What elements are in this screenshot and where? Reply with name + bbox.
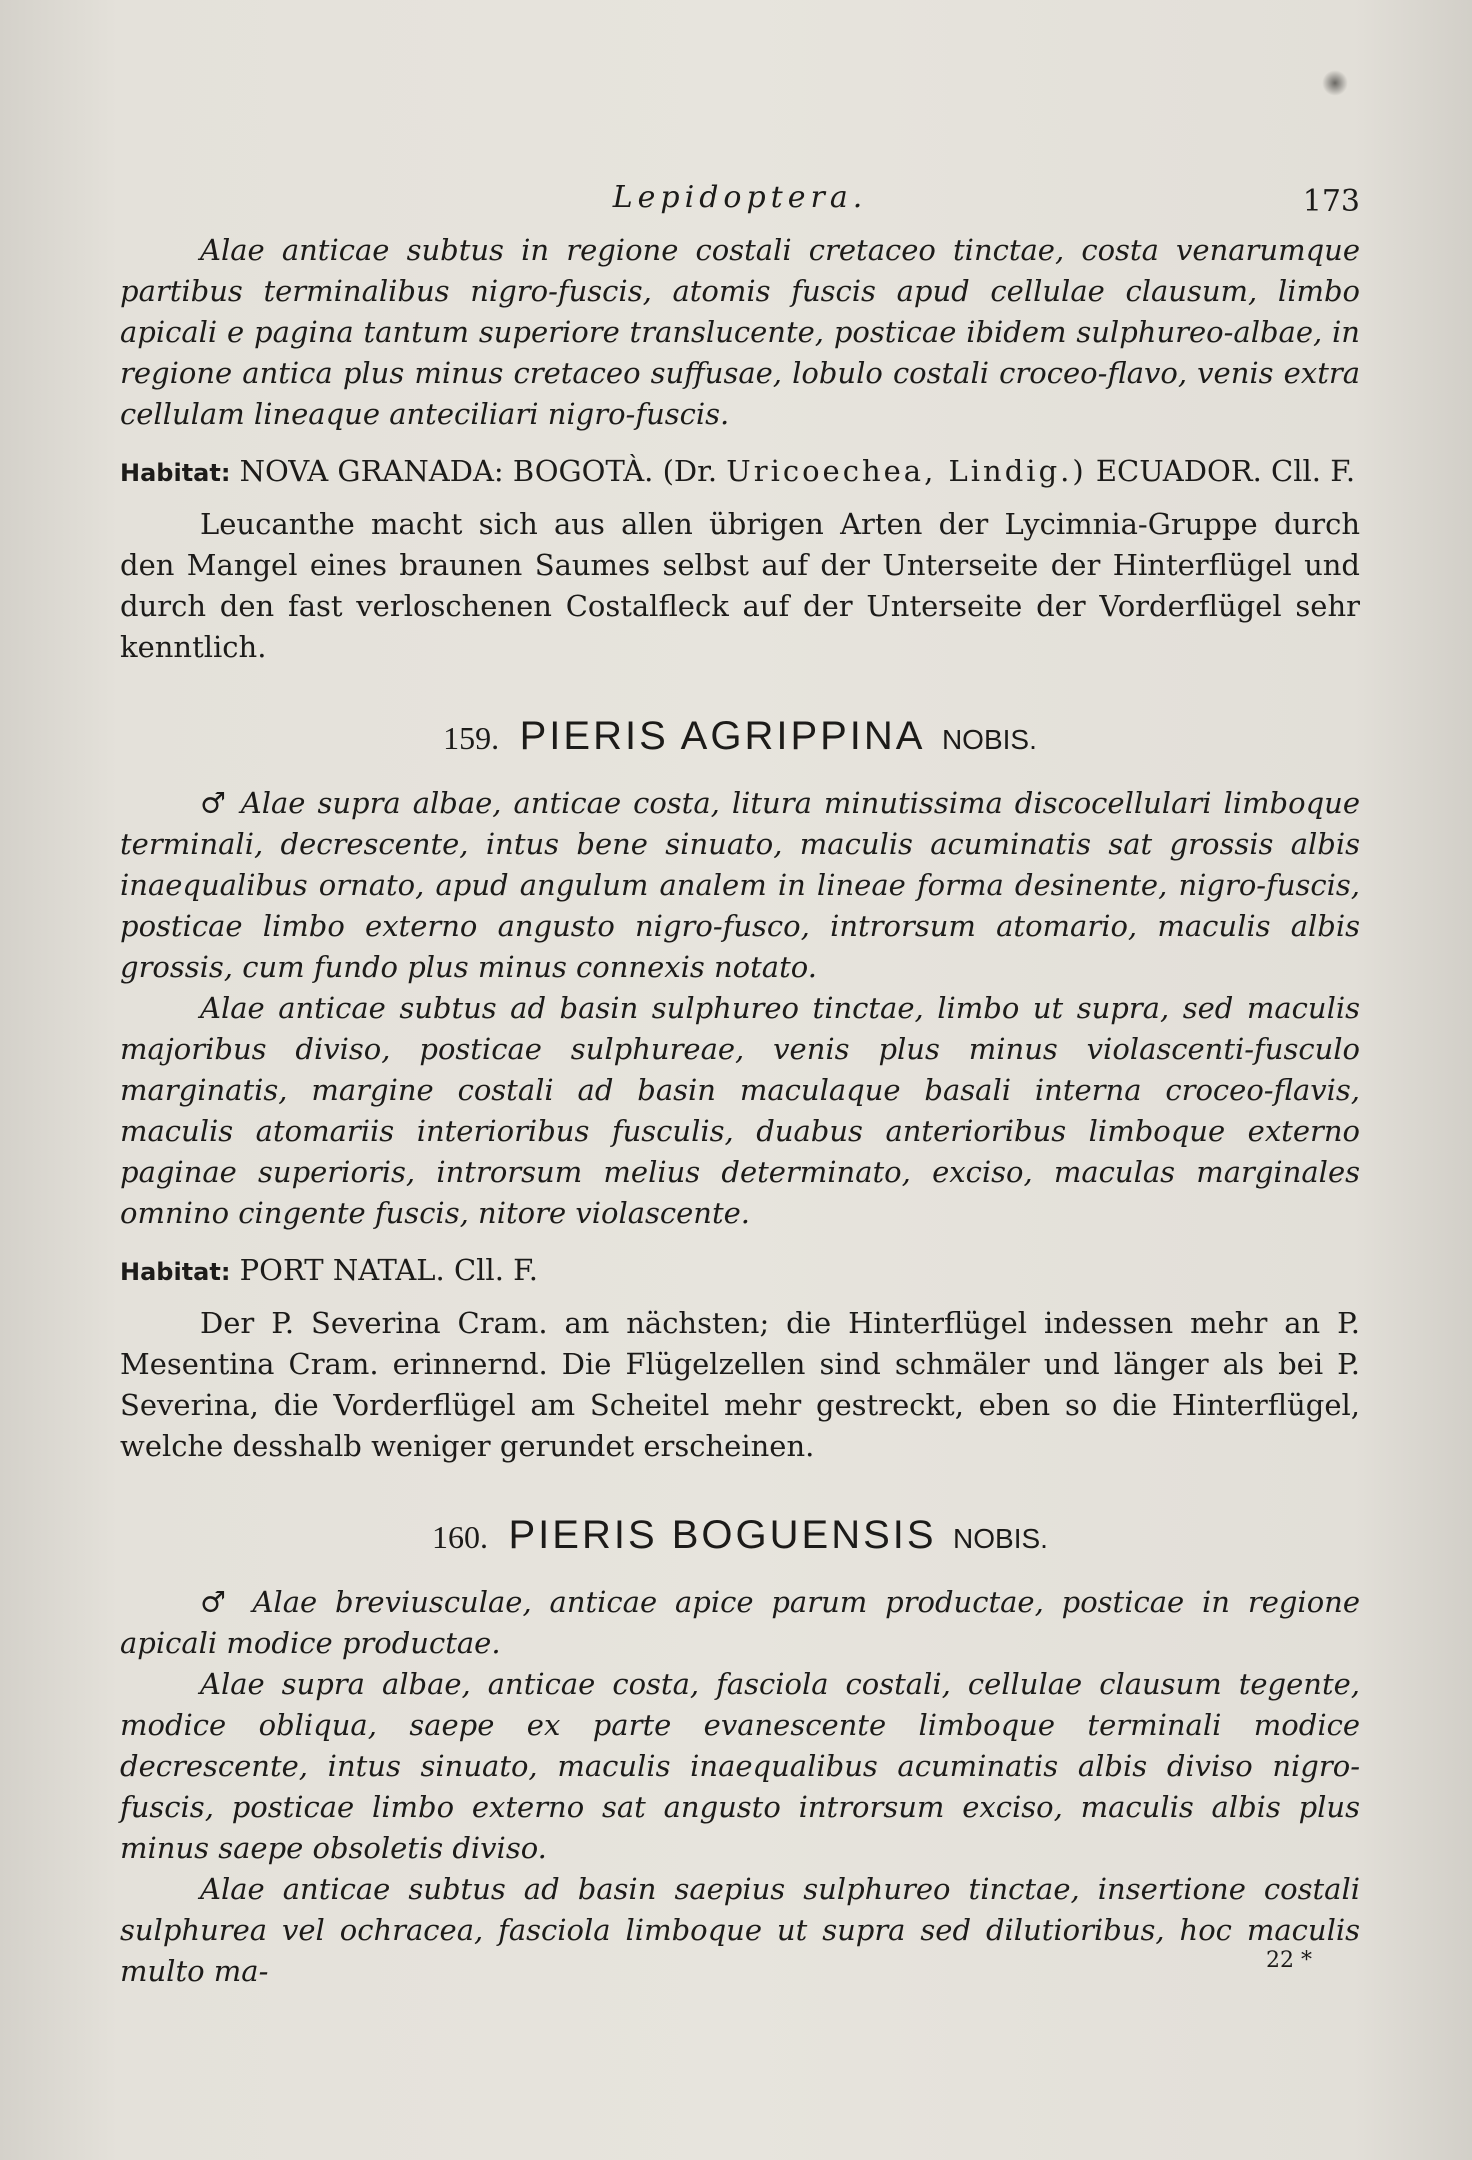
species-name: PIERIS AGRIPPINA [519,714,926,758]
habitat-text: PORT NATAL. Cll. F. [239,1253,538,1287]
habitat-text-2: ECUADOR. Cll. F. [1095,454,1356,488]
species-number: 160. [432,1519,489,1555]
latin-description: Alae supra albae, anticae costa, fasciola costali, cellulae clausum tegente, modice obliqua, saepe ex parte evanescente limboque terminali modice decrescente, intus sinuato, maculis inaequalibus acuminatis albis diviso nigro-fuscis, posticae limbo externo sat angusto introrsum exciso, maculis albis plus minus saepe obsoletis diviso. [120,1667,1360,1865]
species-author: NOBIS. [941,724,1037,755]
german-paragraph: Der P. Severina Cram. am nächsten; die Hinterflügel indessen mehr an P. Mesentina Cram. erinnernd. Die Flügelzellen sind schmäler und länger als bei P. Severina, die Vorderflügel am Scheitel mehr gestreckt, eben so die Hinterflügel, welche desshalb weniger gerundet erscheinen. [120,1306,1360,1463]
species-heading-160 [120,1513,1360,1558]
running-title: Lepidoptera. [612,180,868,215]
habitat-line [120,1250,1360,1293]
species-number: 159. [443,720,500,756]
habitat-label: Habitat: [120,459,231,487]
page-number: 173 [1302,184,1360,219]
ink-smudge [1322,70,1348,96]
latin-description: Alae anticae subtus ad basin sulphureo tinctae, limbo ut supra, sed maculis majoribus diviso, posticae sulphureae, venis plus minus violascenti-fusculo marginatis, margine costali ad basin maculaque basali interna croceo-flavis, maculis atomariis interioribus fusculis, duabus anterioribus limboque externo paginae superioris, introrsum melius determinato, exciso, maculas marginales omnino cingente fuscis, nitore violascente. [120,991,1360,1230]
text-block [120,170,1360,1992]
latin-description: ♂ Alae supra albae, anticae costa, litura minutissima discocellulari limboque terminali, decrescente, intus bene sinuato, maculis acuminatis sat grossis albis inaequalibus ornato, apud angulum analem in lineae forma desinente, nigro-fuscis, posticae limbo externo angusto nigro-fusco, introrsum atomario, maculis albis grossis, cum fundo plus minus connexis notato. [120,786,1360,984]
german-paragraph: Leucanthe macht sich aus allen übrigen Arten der Lycimnia-Gruppe durch den Mangel eines braunen Saumes selbst auf der Unterseite der Hinterflügel und durch den fast verloschenen Costalfleck auf der Unterseite der Vorderflügel sehr kenntlich. [120,507,1360,664]
latin-description: ♂ Alae breviusculae, anticae apice parum productae, posticae in regione apicali modice productae. [120,1585,1360,1660]
species-heading-159 [120,714,1360,759]
species-name: PIERIS BOGUENSIS [508,1513,937,1557]
signature-mark: 22 * [1266,1948,1312,1973]
habitat-line [120,451,1360,494]
latin-description: Alae anticae subtus ad basin saepius sulphureo tinctae, insertione costali sulphurea vel ochracea, fasciola limboque ut supra sed dilutioribus, hoc maculis multo ma- [120,1872,1360,1988]
habitat-text: NOVA GRANADA: BOGOTÀ. (Dr. [239,454,718,488]
habitat-label: Habitat: [120,1258,231,1286]
running-head [120,170,1360,230]
latin-description: Alae anticae subtus in regione costali cretaceo tinctae, costa venarumque partibus terminalibus nigro-fuscis, atomis fuscis apud cellulae clausum, limbo apicali e pagina tantum superiore translucente, posticae ibidem sulphureo-albae, in regione antica plus minus cretaceo suffusae, lobulo costali croceo-flavo, venis extra cellulam lineaque anteciliari nigro-fuscis. [120,233,1360,431]
habitat-collectors: Uricoechea, Lindig.) [726,454,1087,488]
species-author: NOBIS. [953,1523,1048,1554]
